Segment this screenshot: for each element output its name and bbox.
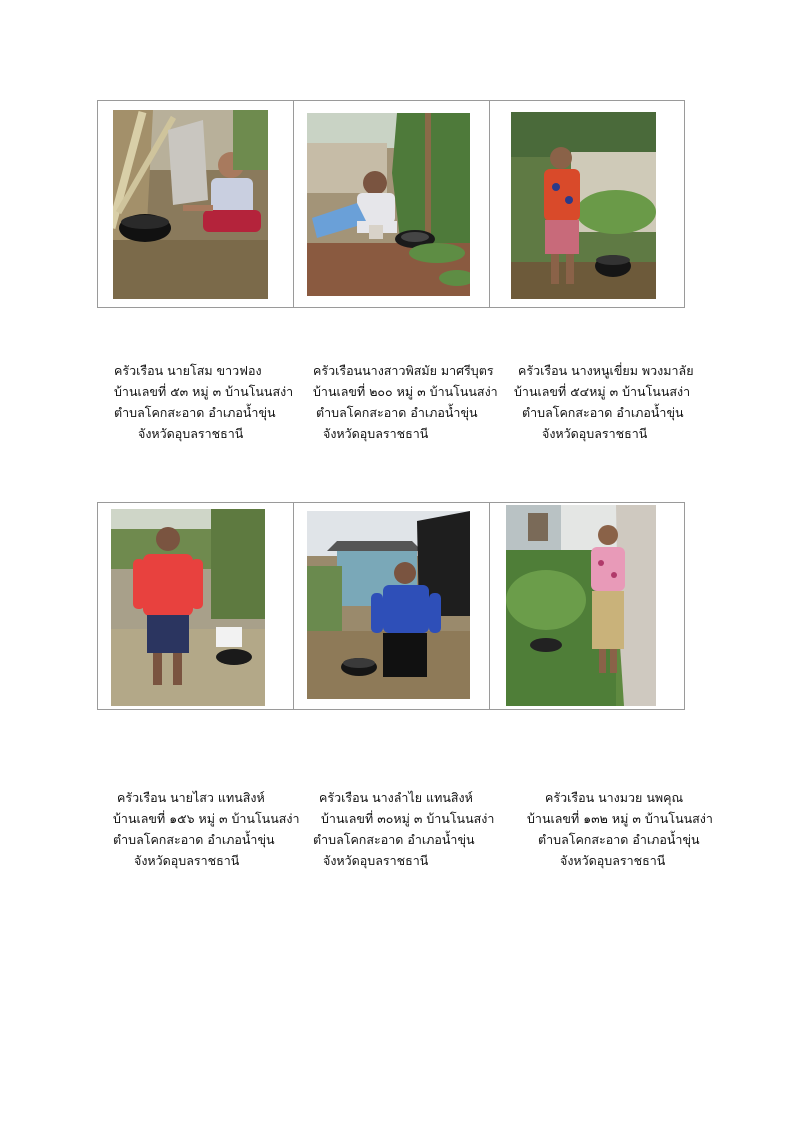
caption-address-line: บ้านเลขที่ ๑๕๖ หมู่ ๓ บ้านโนนสง่า (113, 811, 300, 826)
caption-subdistrict-line: ตำบลโคกสะอาด อำเภอน้ำขุ่น (113, 832, 275, 847)
caption-household-1 (114, 360, 293, 444)
caption-province-line: จังหวัดอุบลราชธานี (560, 853, 666, 868)
caption-name-line: ครัวเรือน นางลำไย แทนสิงห์ (319, 790, 473, 805)
caption-subdistrict-line: ตำบลโคกสะอาด อำเภอน้ำขุ่น (538, 832, 700, 847)
caption-household-4 (113, 787, 300, 871)
caption-household-6 (527, 787, 713, 871)
caption-address-line: บ้านเลขที่ ๒๐๐ หมู่ ๓ บ้านโนนสง่า (313, 384, 498, 399)
caption-household-2 (313, 360, 498, 444)
caption-subdistrict-line: ตำบลโคกสะอาด อำเภอน้ำขุ่น (114, 405, 276, 420)
caption-address-line: บ้านเลขที่ ๕๓ หมู่ ๓ บ้านโนนสง่า (114, 384, 294, 399)
photo-household-5 (307, 511, 470, 699)
photo-household-6 (506, 505, 656, 706)
photo-household-4 (111, 509, 265, 706)
caption-name-line: ครัวเรือน นางหนูเขี่ยม พวงมาลัย (518, 363, 694, 378)
caption-subdistrict-line: ตำบลโคกสะอาด อำเภอน้ำขุ่น (522, 405, 684, 420)
caption-name-line: ครัวเรือน นางมวย นพคุณ (545, 790, 684, 805)
photo-household-2 (307, 113, 470, 296)
caption-address-line: บ้านเลขที่ ๓๐หมู่ ๓ บ้านโนนสง่า (321, 811, 495, 826)
photo-household-1 (113, 110, 268, 299)
caption-address-line: บ้านเลขที่ ๑๓๒ หมู่ ๓ บ้านโนนสง่า (527, 811, 713, 826)
caption-province-line: จังหวัดอุบลราชธานี (323, 426, 429, 441)
caption-household-3 (514, 360, 694, 444)
caption-name-line: ครัวเรือน นายไสว แทนสิงห์ (117, 790, 265, 805)
caption-address-line: บ้านเลขที่ ๕๔หมู่ ๓ บ้านโนนสง่า (514, 384, 691, 399)
caption-subdistrict-line: ตำบลโคกสะอาด อำเภอน้ำขุ่น (316, 405, 478, 420)
caption-subdistrict-line: ตำบลโคกสะอาด อำเภอน้ำขุ่น (313, 832, 475, 847)
caption-province-line: จังหวัดอุบลราชธานี (323, 853, 429, 868)
caption-household-5 (313, 787, 494, 871)
caption-province-line: จังหวัดอุบลราชธานี (542, 426, 648, 441)
caption-province-line: จังหวัดอุบลราชธานี (138, 426, 244, 441)
caption-name-line: ครัวเรือน นายโสม ขาวฟอง (114, 363, 262, 378)
caption-name-line: ครัวเรือนนางสาวพิสมัย มาศรีบุตร (313, 363, 494, 378)
photo-household-3 (511, 112, 656, 299)
caption-province-line: จังหวัดอุบลราชธานี (134, 853, 240, 868)
